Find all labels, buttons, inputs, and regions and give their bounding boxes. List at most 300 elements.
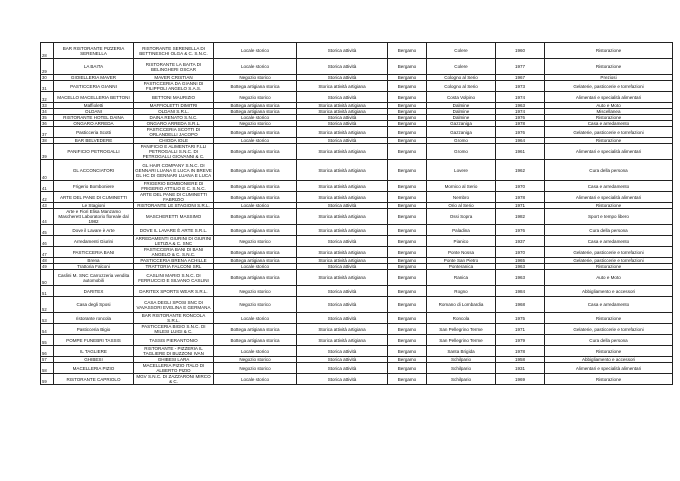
sector-cell: Ristorazione: [545, 43, 673, 59]
activity-type-cell: Storica attività: [297, 203, 388, 209]
shop-name-cell: DARITEX: [54, 286, 134, 297]
company-name-cell: PASTICCERIA BIGIO S.N.C. DI MILESI LUIGI & C.: [134, 324, 214, 335]
row-number-cell: 30: [41, 75, 54, 81]
province-cell: Bergamo: [388, 313, 427, 324]
company-name-cell: MASCHERETTI MASSIMO: [134, 209, 214, 225]
province-cell: Bergamo: [388, 43, 427, 59]
activity-type-cell: Storica attività: [297, 286, 388, 297]
municipality-cell: San Pellegrino Terme: [427, 324, 496, 335]
municipality-cell: Gromo: [427, 138, 496, 144]
activity-type-cell: Storica attività: [297, 43, 388, 59]
sector-cell: Alimentari e specialità alimentari: [545, 363, 673, 374]
activity-type-cell: Storica attività artigiana: [297, 109, 388, 115]
sector-cell: Ristorazione: [545, 203, 673, 209]
category-cell: Locale storico: [214, 264, 297, 270]
sector-cell: Ristorazione: [545, 115, 673, 121]
municipality-cell: Romano di Lombardia: [427, 297, 496, 313]
row-number-cell: 56: [41, 346, 54, 357]
shop-name-cell: ONGARO ARREDA: [54, 121, 134, 127]
row-number-cell: 44: [41, 209, 54, 225]
table-row: [41, 286, 673, 297]
category-cell: Bottega artigiana storica: [214, 144, 297, 160]
category-cell: Bottega artigiana storica: [214, 81, 297, 92]
shop-name-cell: BAR RISTORANTE PIZZERIA SERENELLA: [54, 43, 134, 59]
province-cell: Bergamo: [388, 115, 427, 121]
sector-cell: Alimentari e specialità alimentari: [545, 192, 673, 203]
sector-cell: Alimentari e specialità alimentari: [545, 92, 673, 103]
category-cell: Negozio storico: [214, 236, 297, 247]
founding-year-cell: 1961: [496, 144, 545, 160]
province-cell: Bergamo: [388, 92, 427, 103]
category-cell: Bottega artigiana storica: [214, 109, 297, 115]
founding-year-cell: 1978: [496, 121, 545, 127]
table-row: [41, 374, 673, 385]
company-name-cell: PASTICCERIA SCOTTI DI ORLANDELLI JACOPO: [134, 127, 214, 138]
row-number-cell: 28: [41, 43, 54, 59]
founding-year-cell: 1964: [496, 138, 545, 144]
sector-cell: Ristorazione: [545, 313, 673, 324]
company-name-cell: PANIFICIO E ALIMENTARI F.LLI PETROGALLI S.N.C. DI PETROGALLI GIOVANNI & C.: [134, 144, 214, 160]
row-number-cell: 36: [41, 121, 54, 127]
category-cell: Bottega artigiana storica: [214, 270, 297, 286]
company-name-cell: PASTICCERIA DA GIANNI DI FILIPPOLI ANGELO S.A.S.: [134, 81, 214, 92]
sector-cell: Gelaterie, pasticcerie e torrefazioni: [545, 247, 673, 258]
shop-name-cell: GL ACCONCIATORI: [54, 160, 134, 181]
sector-cell: Casa e arredamento: [545, 181, 673, 192]
municipality-cell: Costa Volpino: [427, 92, 496, 103]
founding-year-cell: 1937: [496, 236, 545, 247]
activity-type-cell: Storica attività: [297, 346, 388, 357]
sector-cell: Gelaterie, pasticcerie e torrefazioni: [545, 324, 673, 335]
category-cell: Locale storico: [214, 374, 297, 385]
category-cell: Bottega artigiana storica: [214, 209, 297, 225]
founding-year-cell: 1982: [496, 209, 545, 225]
sector-cell: Abbigliamento e accessori: [545, 286, 673, 297]
category-cell: Bottega artigiana storica: [214, 103, 297, 109]
row-number-cell: 41: [41, 181, 54, 192]
table-row: [41, 92, 673, 103]
activity-type-cell: Storica attività artigiana: [297, 324, 388, 335]
row-number-cell: 43: [41, 203, 54, 209]
category-cell: Locale storico: [214, 138, 297, 144]
category-cell: Bottega artigiana storica: [214, 181, 297, 192]
table-row: [41, 346, 673, 357]
table-row: [41, 324, 673, 335]
category-cell: Negozio storico: [214, 92, 297, 103]
founding-year-cell: 1965: [496, 258, 545, 264]
row-number-cell: 52: [41, 297, 54, 313]
activity-type-cell: Storica attività: [297, 92, 388, 103]
shop-name-cell: IL TAGLIERE: [54, 346, 134, 357]
municipality-cell: Rogno: [427, 286, 496, 297]
shop-name-cell: Frigerio Bomboniere: [54, 181, 134, 192]
shop-name-cell: PANIFICIO PETROGALLI: [54, 144, 134, 160]
municipality-cell: Mornico al Serio: [427, 181, 496, 192]
province-cell: Bergamo: [388, 324, 427, 335]
activity-type-cell: Storica attività: [297, 236, 388, 247]
province-cell: Bergamo: [388, 121, 427, 127]
category-cell: Negozio storico: [214, 363, 297, 374]
shop-name-cell: Le Stagioni: [54, 203, 134, 209]
municipality-cell: Cologno al Serio: [427, 81, 496, 92]
sector-cell: Ristorazione: [545, 374, 673, 385]
province-cell: Bergamo: [388, 264, 427, 270]
row-number-cell: 55: [41, 335, 54, 346]
row-number-cell: 35: [41, 115, 54, 121]
province-cell: Bergamo: [388, 346, 427, 357]
founding-year-cell: 1971: [496, 324, 545, 335]
founding-year-cell: 1963: [496, 264, 545, 270]
category-cell: Bottega artigiana storica: [214, 247, 297, 258]
table-row: [41, 209, 673, 225]
company-name-cell: MAVER CRISTIAN: [134, 75, 214, 81]
municipality-cell: Pianico: [427, 236, 496, 247]
row-number-cell: 51: [41, 286, 54, 297]
founding-year-cell: 1973: [496, 81, 545, 92]
municipality-cell: Ponte Nossa: [427, 247, 496, 258]
activity-type-cell: Storica attività artigiana: [297, 81, 388, 92]
activity-type-cell: Storica attività: [297, 115, 388, 121]
activity-type-cell: Storica attività artigiana: [297, 160, 388, 181]
municipality-cell: Santa Brigida: [427, 346, 496, 357]
province-cell: Bergamo: [388, 203, 427, 209]
category-cell: Bottega artigiana storica: [214, 324, 297, 335]
province-cell: Bergamo: [388, 138, 427, 144]
category-cell: Locale storico: [214, 203, 297, 209]
sector-cell: Abbigliamento e accessori: [545, 357, 673, 363]
province-cell: Bergamo: [388, 286, 427, 297]
company-name-cell: MAFFIOLETTI DIMITRI: [134, 103, 214, 109]
company-name-cell: BAR RISTORANTE RONCOLA S.R.L.: [134, 313, 214, 324]
activity-type-cell: Storica attività artigiana: [297, 181, 388, 192]
municipality-cell: Orio al Serio: [427, 203, 496, 209]
company-name-cell: PASTICCERIA BRENA ACHILLE: [134, 258, 214, 264]
row-number-cell: 45: [41, 225, 54, 236]
shops-table: [40, 42, 673, 385]
activity-type-cell: Storica attività artigiana: [297, 225, 388, 236]
province-cell: Bergamo: [388, 81, 427, 92]
row-number-cell: 57: [41, 357, 54, 363]
founding-year-cell: 1960: [496, 43, 545, 59]
municipality-cell: Colere: [427, 59, 496, 75]
shop-name-cell: LA BAITA: [54, 59, 134, 75]
row-number-cell: 59: [41, 374, 54, 385]
activity-type-cell: Storica attività artigiana: [297, 258, 388, 264]
sector-cell: Ristorazione: [545, 138, 673, 144]
company-name-cell: FRIGERIO BOMBONIERE DI FRIGERIO ATTILIO E C. S.N.C.: [134, 181, 214, 192]
shop-name-cell: Pasticceria Bigio: [54, 324, 134, 335]
table-row: [41, 363, 673, 374]
category-cell: Locale storico: [214, 115, 297, 121]
company-name-cell: CHIODA IOLE: [134, 138, 214, 144]
sector-cell: Alimentari e specialità alimentari: [545, 144, 673, 160]
sector-cell: Sport e tempo libero: [545, 209, 673, 225]
municipality-cell: Ponte San Pietro: [427, 258, 496, 264]
municipality-cell: Dalmine: [427, 115, 496, 121]
shop-name-cell: OLDANI: [54, 109, 134, 115]
shop-name-cell: RISTORANTE HOTEL DAINA: [54, 115, 134, 121]
activity-type-cell: Storica attività: [297, 363, 388, 374]
row-number-cell: 49: [41, 264, 54, 270]
shop-name-cell: GHIBESI: [54, 357, 134, 363]
category-cell: Locale storico: [214, 59, 297, 75]
municipality-cell: Lovere: [427, 160, 496, 181]
row-number-cell: 29: [41, 59, 54, 75]
activity-type-cell: Storica attività: [297, 121, 388, 127]
activity-type-cell: Storica attività: [297, 138, 388, 144]
category-cell: Locale storico: [214, 313, 297, 324]
row-number-cell: 37: [41, 127, 54, 138]
activity-type-cell: Storica attività artigiana: [297, 144, 388, 160]
table-row: [41, 43, 673, 59]
municipality-cell: Roncola: [427, 313, 496, 324]
company-name-cell: ARTE DEL PANE DI CUMINETTI FABRIZIO: [134, 192, 214, 203]
province-cell: Bergamo: [388, 160, 427, 181]
founding-year-cell: 1976: [496, 115, 545, 121]
table-row: [41, 59, 673, 75]
company-name-cell: RISTORANTE LA BAITA DI BELINGHERI OSCAR: [134, 59, 214, 75]
province-cell: Bergamo: [388, 59, 427, 75]
row-number-cell: 54: [41, 324, 54, 335]
activity-type-cell: Storica attività artigiana: [297, 127, 388, 138]
municipality-cell: San Pellegrino Terme: [427, 335, 496, 346]
municipality-cell: Gazzaniga: [427, 121, 496, 127]
company-name-cell: RISTORANTE - PIZZERIA IL TAGLIERE DI BUZZONI IVAN: [134, 346, 214, 357]
shop-name-cell: Brena: [54, 258, 134, 264]
document-sheet: [40, 42, 672, 385]
company-name-cell: DAINA RENATO S.N.C.: [134, 115, 214, 121]
category-cell: Negozio storico: [214, 357, 297, 363]
table-body: [41, 43, 673, 385]
province-cell: Bergamo: [388, 335, 427, 346]
shop-name-cell: Dove il Lavare è Arte: [54, 225, 134, 236]
company-name-cell: MGV S.N.C. DI ZAZZARONI MIRCO & C.: [134, 374, 214, 385]
company-name-cell: MACELLERIA PIZIO ITALO DI ALBERTO PIZIO: [134, 363, 214, 374]
sector-cell: Preziosi: [545, 75, 673, 81]
table-row: [41, 335, 673, 346]
table-row: [41, 225, 673, 236]
municipality-cell: Colere: [427, 43, 496, 59]
shop-name-cell: ristorante roncola: [54, 313, 134, 324]
province-cell: Bergamo: [388, 127, 427, 138]
category-cell: Bottega artigiana storica: [214, 258, 297, 264]
shop-name-cell: Arte e Fiori Elisa Manzamo Mascherett Laboratorio floreale dal 1982: [54, 209, 134, 225]
table-row: [41, 313, 673, 324]
founding-year-cell: 1963: [496, 103, 545, 109]
founding-year-cell: 1979: [496, 335, 545, 346]
row-number-cell: 31: [41, 81, 54, 92]
company-name-cell: RISTORANTE LE STAGIONI S.R.L.: [134, 203, 214, 209]
company-name-cell: DARITEX SPORTS WEAR S.R.L.: [134, 286, 214, 297]
municipality-cell: Ponteranica: [427, 264, 496, 270]
company-name-cell: CASLINI MARIO S.N.C. DI FERRUCCIO E SILVANO CASLINI: [134, 270, 214, 286]
activity-type-cell: Storica attività: [297, 297, 388, 313]
row-number-cell: 42: [41, 192, 54, 203]
shop-name-cell: Trattoria Falconi: [54, 264, 134, 270]
founding-year-cell: 1974: [496, 109, 545, 115]
sector-cell: Ristorazione: [545, 59, 673, 75]
shop-name-cell: BAR BELVEDERE: [54, 138, 134, 144]
founding-year-cell: 1976: [496, 127, 545, 138]
row-number-cell: 53: [41, 313, 54, 324]
sector-cell: Casa e arredamento: [545, 236, 673, 247]
category-cell: Negozio storico: [214, 297, 297, 313]
shop-name-cell: Pasticceria Scotti: [54, 127, 134, 138]
category-cell: Negozio storico: [214, 121, 297, 127]
shop-name-cell: RISTORANTE CAPRIOLO: [54, 374, 134, 385]
province-cell: Bergamo: [388, 144, 427, 160]
founding-year-cell: 1967: [496, 75, 545, 81]
table-row: [41, 81, 673, 92]
category-cell: Locale storico: [214, 43, 297, 59]
sector-cell: Auto e Moto: [545, 270, 673, 286]
municipality-cell: Schilpario: [427, 357, 496, 363]
sector-cell: Miscellanea: [545, 109, 673, 115]
shop-name-cell: MACELLO MACELLERIA BETTONI: [54, 92, 134, 103]
row-number-cell: 40: [41, 160, 54, 181]
activity-type-cell: Storica attività: [297, 264, 388, 270]
founding-year-cell: 1977: [496, 59, 545, 75]
founding-year-cell: 1931: [496, 363, 545, 374]
founding-year-cell: 1971: [496, 203, 545, 209]
row-number-cell: 50: [41, 270, 54, 286]
company-name-cell: GHIBESI LARA: [134, 357, 214, 363]
sector-cell: Cura della persona: [545, 160, 673, 181]
province-cell: Bergamo: [388, 357, 427, 363]
founding-year-cell: 1975: [496, 313, 545, 324]
row-number-cell: 48: [41, 258, 54, 264]
municipality-cell: Nembro: [427, 192, 496, 203]
shop-name-cell: GIOIELLERIA MAVER: [54, 75, 134, 81]
founding-year-cell: 1970: [496, 247, 545, 258]
category-cell: Bottega artigiana storica: [214, 127, 297, 138]
sector-cell: Casa e arredamento: [545, 121, 673, 127]
row-number-cell: 34: [41, 109, 54, 115]
category-cell: Negozio storico: [214, 286, 297, 297]
province-cell: Bergamo: [388, 258, 427, 264]
province-cell: Bergamo: [388, 374, 427, 385]
activity-type-cell: Storica attività artigiana: [297, 103, 388, 109]
row-number-cell: 39: [41, 144, 54, 160]
activity-type-cell: Storica attività: [297, 357, 388, 363]
province-cell: Bergamo: [388, 363, 427, 374]
province-cell: Bergamo: [388, 270, 427, 286]
municipality-cell: Schilpario: [427, 374, 496, 385]
shop-name-cell: Maffioletti: [54, 103, 134, 109]
municipality-cell: Dalmine: [427, 109, 496, 115]
table-row: [41, 192, 673, 203]
founding-year-cell: 1984: [496, 286, 545, 297]
municipality-cell: Schilpario: [427, 363, 496, 374]
activity-type-cell: Storica attività artigiana: [297, 209, 388, 225]
company-name-cell: GL HAIR COMPANY S.N.C. DI GENNARI LUANA E LUCA IN BREVE GL HC DI GENNARI LUANA E LUCA: [134, 160, 214, 181]
founding-year-cell: 1958: [496, 357, 545, 363]
shop-name-cell: PASTICCERIA BANI: [54, 247, 134, 258]
province-cell: Bergamo: [388, 109, 427, 115]
sector-cell: Cura della persona: [545, 335, 673, 346]
company-name-cell: PASTICCERIA BANI DI BANI ANGELO & C. S.N.C.: [134, 247, 214, 258]
shop-name-cell: Arredamenti Giurini: [54, 236, 134, 247]
category-cell: Locale storico: [214, 346, 297, 357]
row-number-cell: 32: [41, 92, 54, 103]
table-row: [41, 270, 673, 286]
row-number-cell: 38: [41, 138, 54, 144]
sector-cell: Gelaterie, pasticcerie e torrefazioni: [545, 258, 673, 264]
sector-cell: Casa e arredamento: [545, 297, 673, 313]
shop-name-cell: Casa degli Sposi: [54, 297, 134, 313]
province-cell: Bergamo: [388, 236, 427, 247]
province-cell: Bergamo: [388, 181, 427, 192]
row-number-cell: 47: [41, 247, 54, 258]
province-cell: Bergamo: [388, 297, 427, 313]
activity-type-cell: Storica attività artigiana: [297, 335, 388, 346]
company-name-cell: OLDANI S.R.L.: [134, 109, 214, 115]
company-name-cell: TRATTORIA FALCONI SRL: [134, 264, 214, 270]
province-cell: Bergamo: [388, 247, 427, 258]
activity-type-cell: Storica attività artigiana: [297, 192, 388, 203]
province-cell: Bergamo: [388, 192, 427, 203]
row-number-cell: 33: [41, 103, 54, 109]
founding-year-cell: 1969: [496, 374, 545, 385]
company-name-cell: CASA DEGLI SPOSI SNC DI VAVASSORI EVELINA E GERMANA: [134, 297, 214, 313]
table-row: [41, 297, 673, 313]
sector-cell: Auto e Moto: [545, 103, 673, 109]
company-name-cell: DOVE IL LAVARE È ARTE S.R.L.: [134, 225, 214, 236]
municipality-cell: Gazzaniga: [427, 127, 496, 138]
municipality-cell: Ranica: [427, 270, 496, 286]
sector-cell: Ristorazione: [545, 346, 673, 357]
table-row: [41, 144, 673, 160]
founding-year-cell: 1970: [496, 181, 545, 192]
activity-type-cell: Storica attività: [297, 313, 388, 324]
activity-type-cell: Storica attività: [297, 59, 388, 75]
municipality-cell: Dalmine: [427, 103, 496, 109]
company-name-cell: RISTORANTE SERENELLA DI BETTINESCHI OLGA & C. S.N.C.: [134, 43, 214, 59]
founding-year-cell: 1963: [496, 270, 545, 286]
table-row: [41, 247, 673, 258]
founding-year-cell: 1962: [496, 160, 545, 181]
municipality-cell: Paladina: [427, 225, 496, 236]
province-cell: Bergamo: [388, 209, 427, 225]
activity-type-cell: Storica attività artigiana: [297, 270, 388, 286]
municipality-cell: Ossi Sopra: [427, 209, 496, 225]
company-name-cell: ONGARO ARREDA S.R.L.: [134, 121, 214, 127]
table-row: [41, 181, 673, 192]
founding-year-cell: 1976: [496, 225, 545, 236]
table-row: [41, 127, 673, 138]
shop-name-cell: POMPE FUNEBRI TASSIS: [54, 335, 134, 346]
sector-cell: Gelaterie, pasticcerie e torrefazioni: [545, 81, 673, 92]
municipality-cell: Gromo: [427, 144, 496, 160]
table-row: [41, 160, 673, 181]
sector-cell: Cura della persona: [545, 225, 673, 236]
category-cell: Bottega artigiana storica: [214, 225, 297, 236]
row-number-cell: 46: [41, 236, 54, 247]
founding-year-cell: 1978: [496, 346, 545, 357]
company-name-cell: BETTONI MAURIZIO: [134, 92, 214, 103]
province-cell: Bergamo: [388, 103, 427, 109]
activity-type-cell: Storica attività: [297, 374, 388, 385]
founding-year-cell: 1978: [496, 192, 545, 203]
company-name-cell: ARREDAMENTI GIURINI DI GIURINI LETIZIA & C. SNC: [134, 236, 214, 247]
table-row: [41, 236, 673, 247]
province-cell: Bergamo: [388, 75, 427, 81]
category-cell: Negozio storico: [214, 75, 297, 81]
activity-type-cell: Storica attività: [297, 75, 388, 81]
row-number-cell: 58: [41, 363, 54, 374]
activity-type-cell: Storica attività artigiana: [297, 247, 388, 258]
company-name-cell: TASSIS PIERANTONIO: [134, 335, 214, 346]
